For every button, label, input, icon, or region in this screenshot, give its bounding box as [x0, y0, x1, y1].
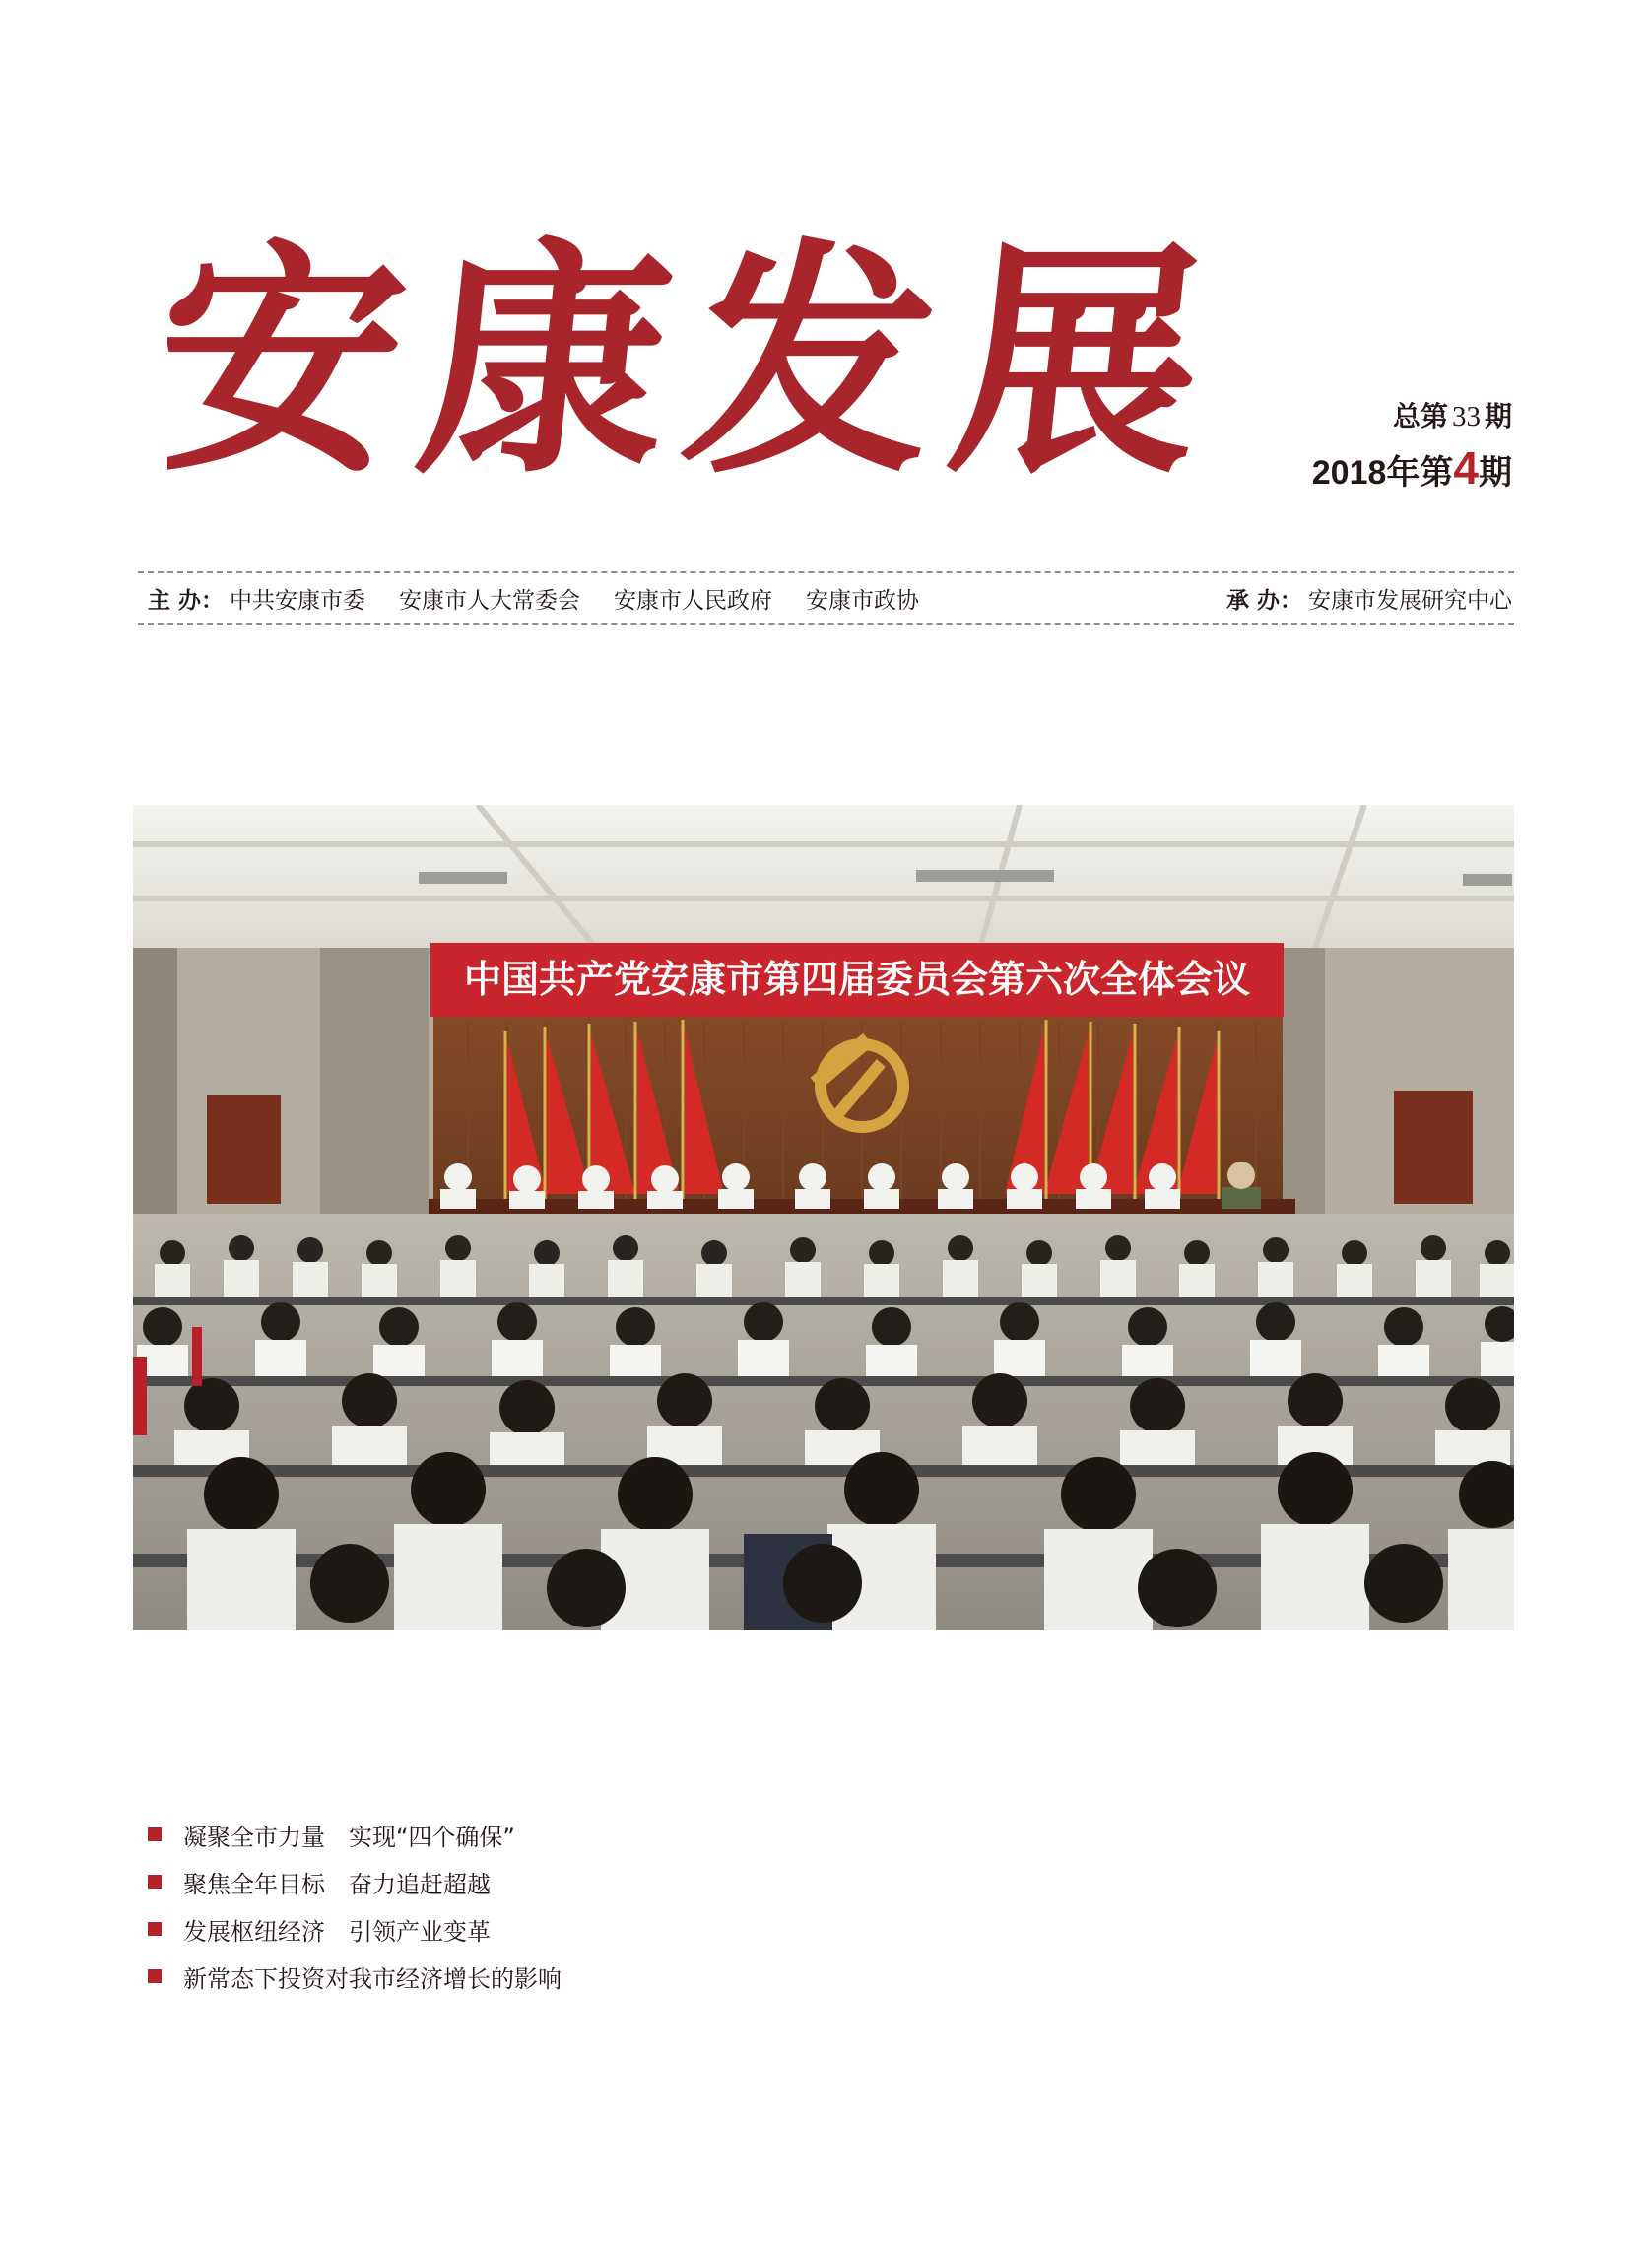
masthead-title — [167, 212, 1241, 507]
organizer-label: 承 办： — [1225, 587, 1302, 614]
host-group — [148, 582, 919, 615]
cover-headlines — [148, 1811, 1034, 2000]
headline-item[interactable] — [148, 1858, 1034, 1905]
headline-text: 聚焦全年目标 奋力追赶超越 — [183, 1870, 491, 1898]
headline-text: 凝聚全市力量 实现“四个确保” — [183, 1823, 515, 1851]
issue-date — [1236, 444, 1512, 497]
issue-total-prefix: 总第 — [1392, 401, 1448, 431]
issue-year-label: 2018年第 — [1311, 454, 1454, 492]
issue-total — [1236, 399, 1512, 434]
headline-text: 发展枢纽经济 引领产业变革 — [183, 1917, 491, 1946]
organizer-name: 安康市发展研究中心 — [1308, 587, 1512, 614]
issue-number: 4 — [1453, 442, 1479, 494]
headline-item[interactable] — [148, 1953, 1034, 2000]
cover-photo — [133, 805, 1514, 1630]
photo-banner-text: 中国共产党安康市第四届委员会第六次全体会议 — [463, 958, 1251, 1001]
bottom-dashed-rule — [138, 623, 1514, 625]
host-org: 中共安康市委 — [230, 587, 366, 614]
masthead-title-text: 安康发展 — [167, 218, 1236, 507]
square-bullet-icon — [148, 1922, 162, 1936]
top-dashed-rule — [138, 571, 1514, 573]
issue-total-number: 33 — [1451, 401, 1481, 432]
headline-item[interactable] — [148, 1811, 1034, 1858]
issue-suffix: 期 — [1479, 454, 1512, 492]
host-org: 安康市人民政府 — [614, 587, 773, 614]
organizer-group — [1226, 582, 1512, 615]
headline-item[interactable] — [148, 1905, 1034, 1953]
sponsor-line — [148, 576, 1512, 620]
issue-total-suffix: 期 — [1484, 401, 1512, 431]
square-bullet-icon — [148, 1875, 162, 1889]
host-label: 主 办： — [148, 587, 225, 614]
square-bullet-icon — [148, 1827, 162, 1841]
headline-text: 新常态下投资对我市经济增长的影响 — [183, 1964, 562, 1993]
square-bullet-icon — [148, 1969, 162, 1983]
host-org: 安康市人大常委会 — [399, 587, 581, 614]
host-org: 安康市政协 — [806, 587, 920, 614]
issue-info — [1236, 399, 1512, 497]
